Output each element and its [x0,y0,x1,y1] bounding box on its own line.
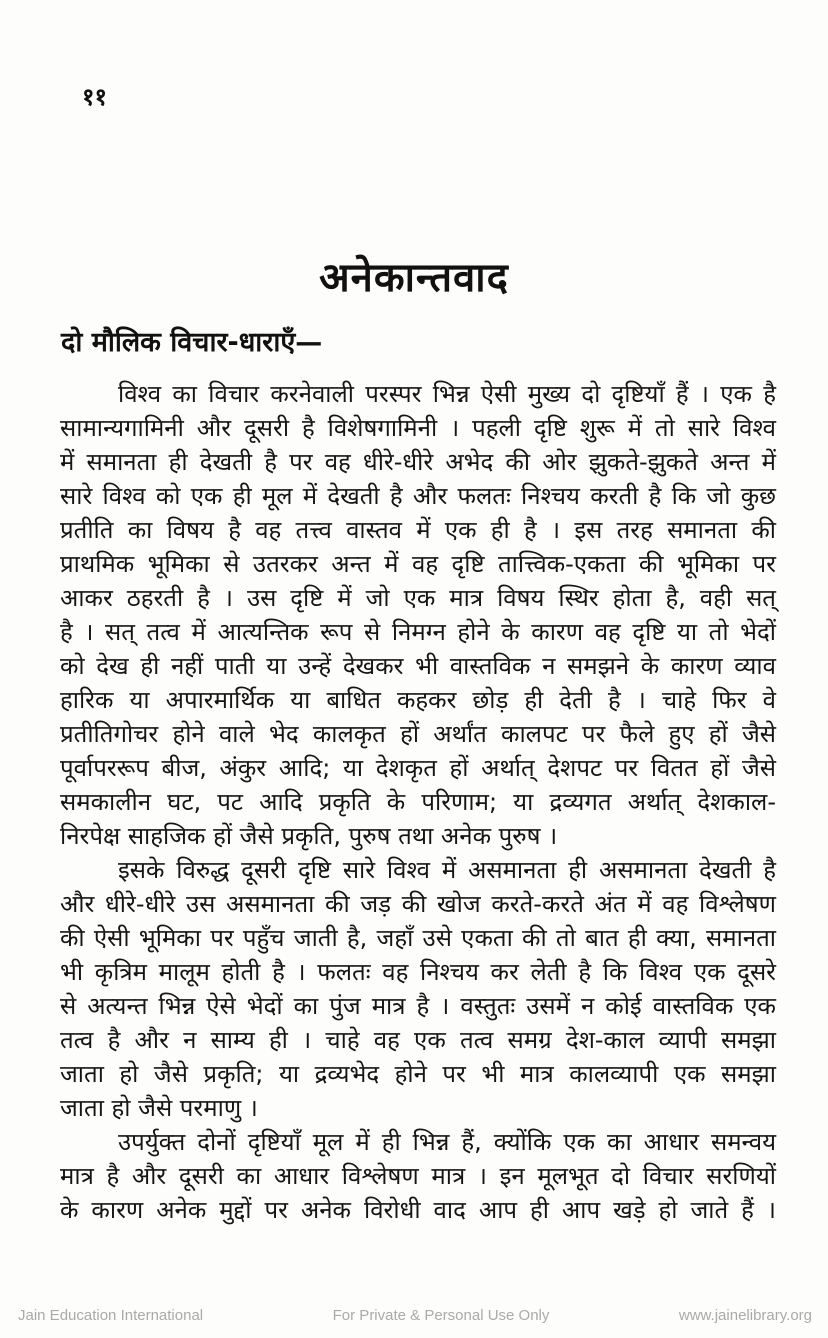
text-line: तत्व है और न साम्य ही । चाहे वह एक तत्व समग्र देश-काल व्यापी समझा [60,1026,776,1054]
text-line: उपर्युक्त दोनों दृष्टियाँ मूल में ही भिन्न हैं, क्योंकि एक का आधार समन्वय [118,1128,776,1156]
text-line: भी कृत्रिम मालूम होती है । फलतः वह निश्चय कर लेती है कि विश्व एक दूसरे [60,958,776,986]
text-line: निरपेक्ष साहजिक हों जैसे प्रकृति, पुरुष तथा अनेक पुरुष । [60,822,558,850]
text-line: में समानता ही देखती है पर वह धीरे-धीरे अभेद की ओर झुकते-झुकते अन्त में [60,448,776,476]
text-line: प्रतीतिगोचर होने वाले भेद कालकृत हों अर्थांत कालपट पर फैले हुए हों जैसे [60,720,776,748]
text-line: और धीरे-धीरे उस असमानता की जड़ की खोज करते-करते अंत में वह विश्लेषण [60,890,776,918]
text-line: आकर ठहरती है । उस दृष्टि में जो एक मात्र विषय स्थिर होता है, वही सत् [60,584,776,612]
text-line: है । सत् तत्व में आत्यन्तिक रूप से निमग्न होने के कारण वह दृष्टि या तो भेदों [60,618,776,646]
text-line: जाता हो जैसे प्रकृति; या द्रव्यभेद होने पर भी मात्र कालव्यापी एक समझा [60,1060,776,1088]
footer-usage-note: For Private & Personal Use Only [332,1307,550,1324]
text-line: के कारण अनेक मुद्दों पर अनेक विरोधी वाद आप ही आप खड़े हो जाते हैं । [60,1196,776,1224]
text-line: हारिक या अपारमार्थिक या बाधित कहकर छोड़ ही देती है । चाहे फिर वे [60,686,776,714]
footer-website: www.jainelibrary.org [678,1307,812,1324]
body-lines [60,377,776,1227]
text-line: सारे विश्व को एक ही मूल में देखती है और फलतः निश्चय करती है कि जो कुछ [60,482,776,510]
text-line: को देख ही नहीं पाती या उन्हें देखकर भी वास्तविक न समझने के कारण व्याव [60,652,776,680]
footer [0,1307,828,1324]
text-line: सामान्यगामिनी और दूसरी है विशेषगामिनी । पहली दृष्टि शुरू में तो सारे विश्व [60,414,776,442]
text-line: पूर्वापररूप बीज, अंकुर आदि; या देशकृत हों अर्थात् देशपट पर वितत हों जैसे [60,754,776,782]
text-line: प्राथमिक भूमिका से उतरकर अन्त में वह दृष्टि तात्त्विक-एकता की भूमिका पर [60,550,776,578]
page-number: ११ [82,83,107,111]
text-line: विश्व का विचार करनेवाली परस्पर भिन्न ऐसी मुख्य दो दृष्टियाँ हैं । एक है [118,380,776,408]
text-line: से अत्यन्त भिन्न ऐसे भेदों का पुंज मात्र है । वस्तुतः उसमें न कोई वास्तविक एक [60,992,776,1020]
text-line: की ऐसी भूमिका पर पहुँच जाती है, जहाँ उसे एकता की तो बात ही क्या, समानता [60,924,776,952]
footer-publisher: Jain Education International [18,1307,204,1324]
text-line: जाता हो जैसे परमाणु । [60,1094,258,1122]
text-line: समकालीन घट, पट आदि प्रकृति के परिणाम; या द्रव्यगत अर्थात् देशकाल- [60,788,776,816]
text-line: मात्र है और दूसरी का आधार विश्लेषण मात्र । इन मूलभूत दो विचार सरणियों [60,1162,776,1190]
text-line: प्रतीति का विषय है वह तत्त्व वास्तव में एक ही है । इस तरह समानता की [60,516,776,544]
page-title: अनेकान्तवाद [319,255,509,301]
section-heading: दो मौलिक विचार-धाराएँ— [61,327,323,358]
text-line: इसके विरुद्ध दूसरी दृष्टि सारे विश्व में असमानता ही असमानता देखती है [118,856,776,884]
